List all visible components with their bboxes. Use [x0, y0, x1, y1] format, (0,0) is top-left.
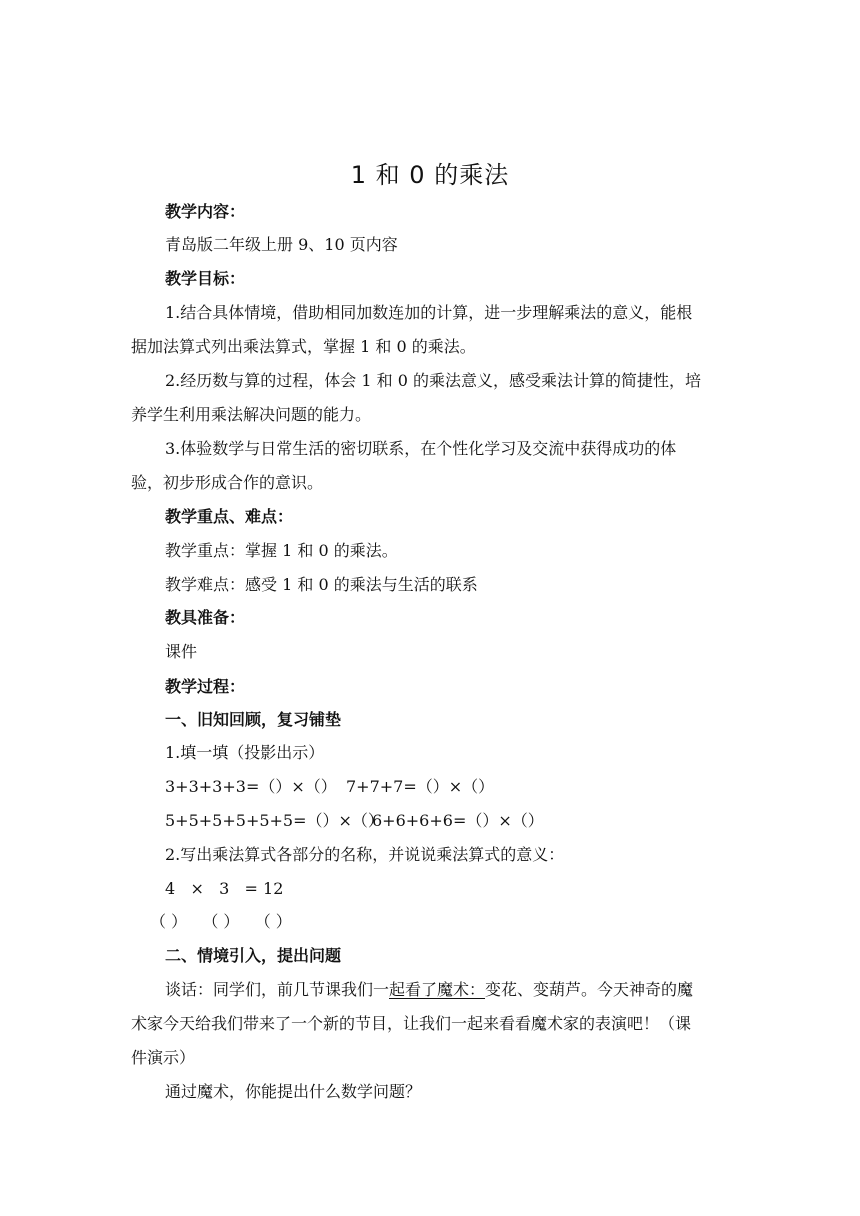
talk-text-end: 变花、变葫芦。今天神奇的魔 — [485, 980, 694, 999]
section-2-paragraph-1-line-2: 术家今天给我们带来了一个新的节目，让我们一起来看看魔术家的表演吧！（课 — [131, 1014, 692, 1033]
talk-text-underlined: 起看了魔术： — [389, 980, 486, 999]
section-2-heading: 二、情境引入，提出问题 — [165, 946, 342, 965]
teaching-content-heading: 教学内容： — [165, 202, 246, 221]
process-heading: 教学过程： — [165, 677, 246, 696]
equation-b: 7+7+7=（）×（） — [346, 777, 495, 796]
talk-text-start: 谈话：同学们，前几节课我们一 — [165, 980, 390, 999]
section-2-paragraph-2: 通过魔术，你能提出什么数学问题？ — [165, 1082, 422, 1101]
objectives-heading: 教学目标： — [165, 269, 246, 288]
objective-1-line-1: 1.结合具体情境，借助相同加数连加的计算，进一步理解乘法的意义，能根 — [165, 303, 693, 322]
equation-c: 5+5+5+5+5+5=（）×（） — [165, 811, 384, 830]
difficulty-text: 教学难点：感受 1 和 0 的乘法与生活的联系 — [165, 575, 478, 594]
objective-1-line-2: 据加法算式列出乘法算式，掌握 1 和 0 的乘法。 — [131, 337, 476, 356]
objective-3-line-2: 验，初步形成合作的意识。 — [131, 473, 324, 492]
page-title: 1 和 0 的乘法 — [350, 161, 510, 189]
section-1-heading: 一、旧知回顾，复习铺垫 — [165, 710, 342, 729]
section-2-paragraph-1-line-3: 件演示） — [131, 1048, 196, 1067]
key-points-heading: 教学重点、难点： — [165, 507, 294, 526]
objective-2-line-1: 2.经历数与算的过程，体会 1 和 0 的乘法意义，感受乘法计算的简捷性，培 — [165, 371, 701, 390]
materials-text: 课件 — [165, 642, 198, 661]
objective-3-line-1: 3.体验数学与日常生活的密切联系，在个性化学习及交流中获得成功的体 — [165, 439, 677, 458]
section-1-item-2: 2.写出乘法算式各部分的名称，并说说乘法算式的意义： — [165, 845, 565, 864]
teaching-content-text: 青岛版二年级上册 9、10 页内容 — [165, 235, 398, 254]
section-2-paragraph-1-line-1 — [165, 979, 693, 1001]
formula-part-blanks: （ ） （ ） （ ） — [150, 912, 292, 931]
key-point-text: 教学重点：掌握 1 和 0 的乘法。 — [165, 541, 398, 560]
objective-2-line-2: 养学生利用乘法解决问题的能力。 — [131, 405, 372, 424]
equation-a: 3+3+3+3=（）×（） — [165, 777, 337, 796]
equation-d: 6+6+6+6=（）×（） — [372, 811, 544, 830]
multiplication-formula: 4 × 3 = 12 — [165, 879, 284, 898]
section-1-item-1: 1.填一填（投影出示） — [165, 743, 325, 762]
materials-heading: 教具准备： — [165, 608, 246, 627]
